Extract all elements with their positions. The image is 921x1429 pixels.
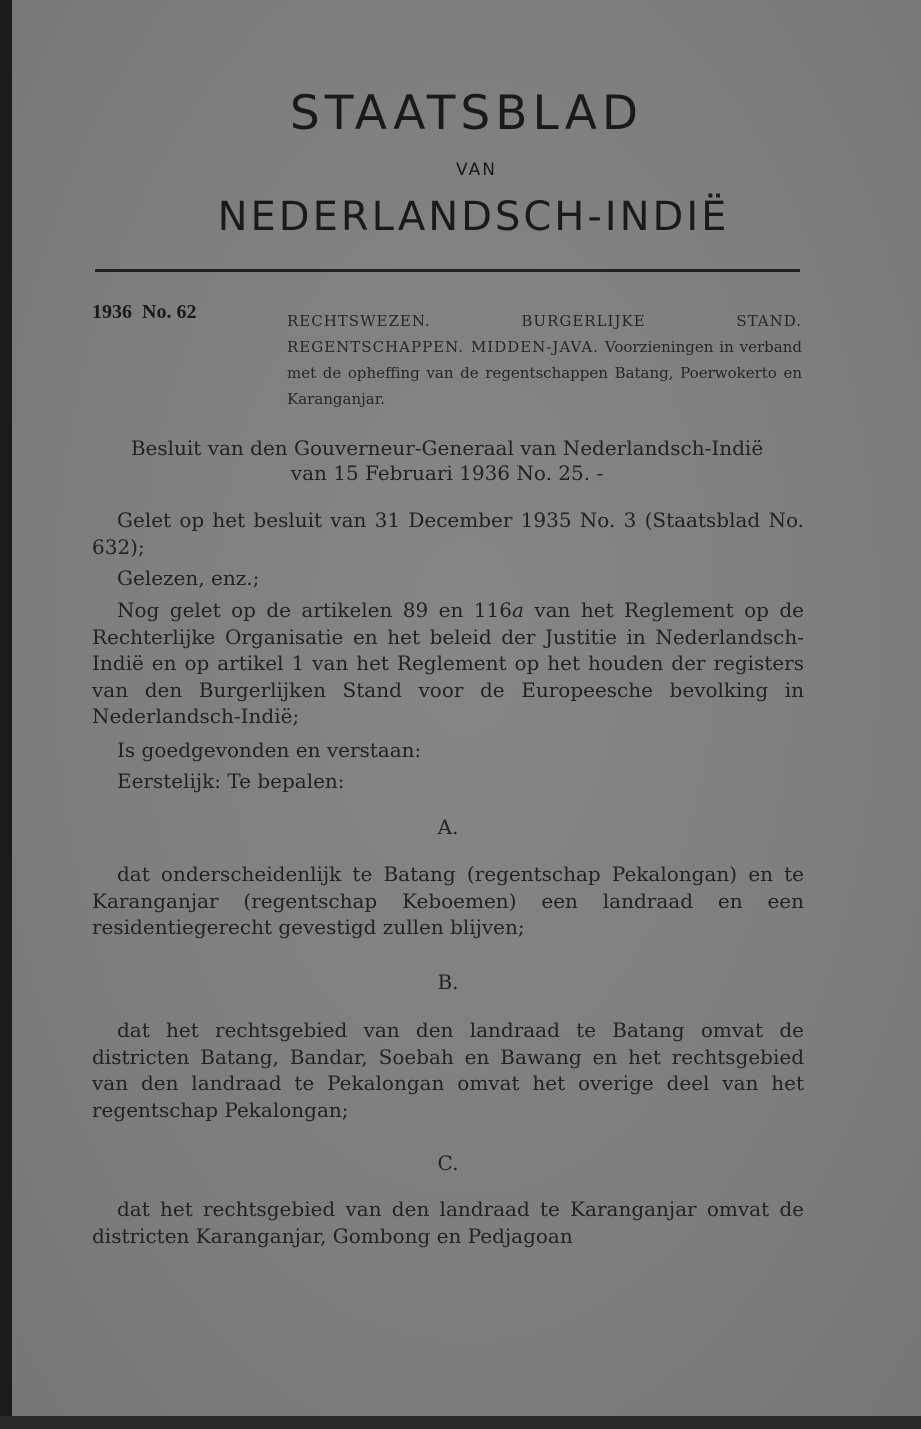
document-page — [12, 0, 921, 1416]
issue-no: No. 62 — [142, 301, 197, 323]
paragraph-gelezen: Gelezen, enz.; — [117, 566, 260, 590]
issue-subject — [287, 308, 802, 412]
scan-bottom-edge — [0, 1416, 921, 1429]
decree-heading — [92, 436, 802, 486]
publication-title-country: NEDERLANDSCH-INDIË — [217, 194, 730, 240]
issue-year: 1936 — [92, 301, 132, 323]
publication-title: STAATSBLAD — [289, 86, 644, 141]
section-b-letter: B. — [437, 970, 459, 994]
issue-number — [92, 301, 206, 324]
decree-line-1: Besluit van den Gouverneur-Generaal van Nederlandsch-Indië — [130, 436, 764, 460]
header-rule — [95, 269, 800, 272]
section-c-text: dat het rechtsgebied van den landraad te Karanganjar omvat de districten Karanganjar, Gombong en Pedjagoan — [92, 1197, 804, 1248]
section-a-letter: A. — [437, 815, 459, 839]
section-c-letter: C. — [437, 1151, 459, 1175]
paragraph-goedgevonden: Is goedgevonden en verstaan: — [117, 738, 422, 762]
section-a-text: dat onderscheidenlijk te Batang (regentschap Pekalongan) en te Karanganjar (regentschap Keboemen) een landraad en een residentiegerecht gevestigd zullen blijven; — [92, 862, 804, 939]
section-b-text: dat het rechtsgebied van den landraad te Batang omvat de districten Batang, Bandar, Soebah en Bawang en het rechtsgebied van den landraad te Pekalongan omvat het overige deel van het regentschap Pekalongan; — [92, 1018, 804, 1122]
subject-text: Voorzieningen in verband met de opheffing van de regentschappen Batang, Poerwokerto en Karanganjar. — [287, 338, 802, 408]
paragraph-gelet: Gelet op het besluit van 31 December 1935 No. 3 (Staatsblad No. 632); — [92, 508, 804, 559]
paragraph-nog-gelet: Nog gelet op de artikelen 89 en 116a van het Reglement op de Rechterlijke Organisatie en het beleid der Justitie in Nederlandsch-Indië en op artikel 1 van het Reglement op het houden der registers van den Burgerlijken Stand voor de Europeesche bevolking in Nederlandsch-Indië; — [92, 598, 804, 728]
publication-title-van: VAN — [456, 160, 497, 180]
subject-caps: RECHTSWEZEN. BURGERLIJKE STAND. REGENTSCHAPPEN. MIDDEN-JAVA. — [287, 312, 802, 356]
decree-line-2: van 15 Februari 1936 No. 25. - — [290, 461, 604, 485]
paragraph-eerstelijk: Eerstelijk: Te bepalen: — [117, 769, 345, 793]
